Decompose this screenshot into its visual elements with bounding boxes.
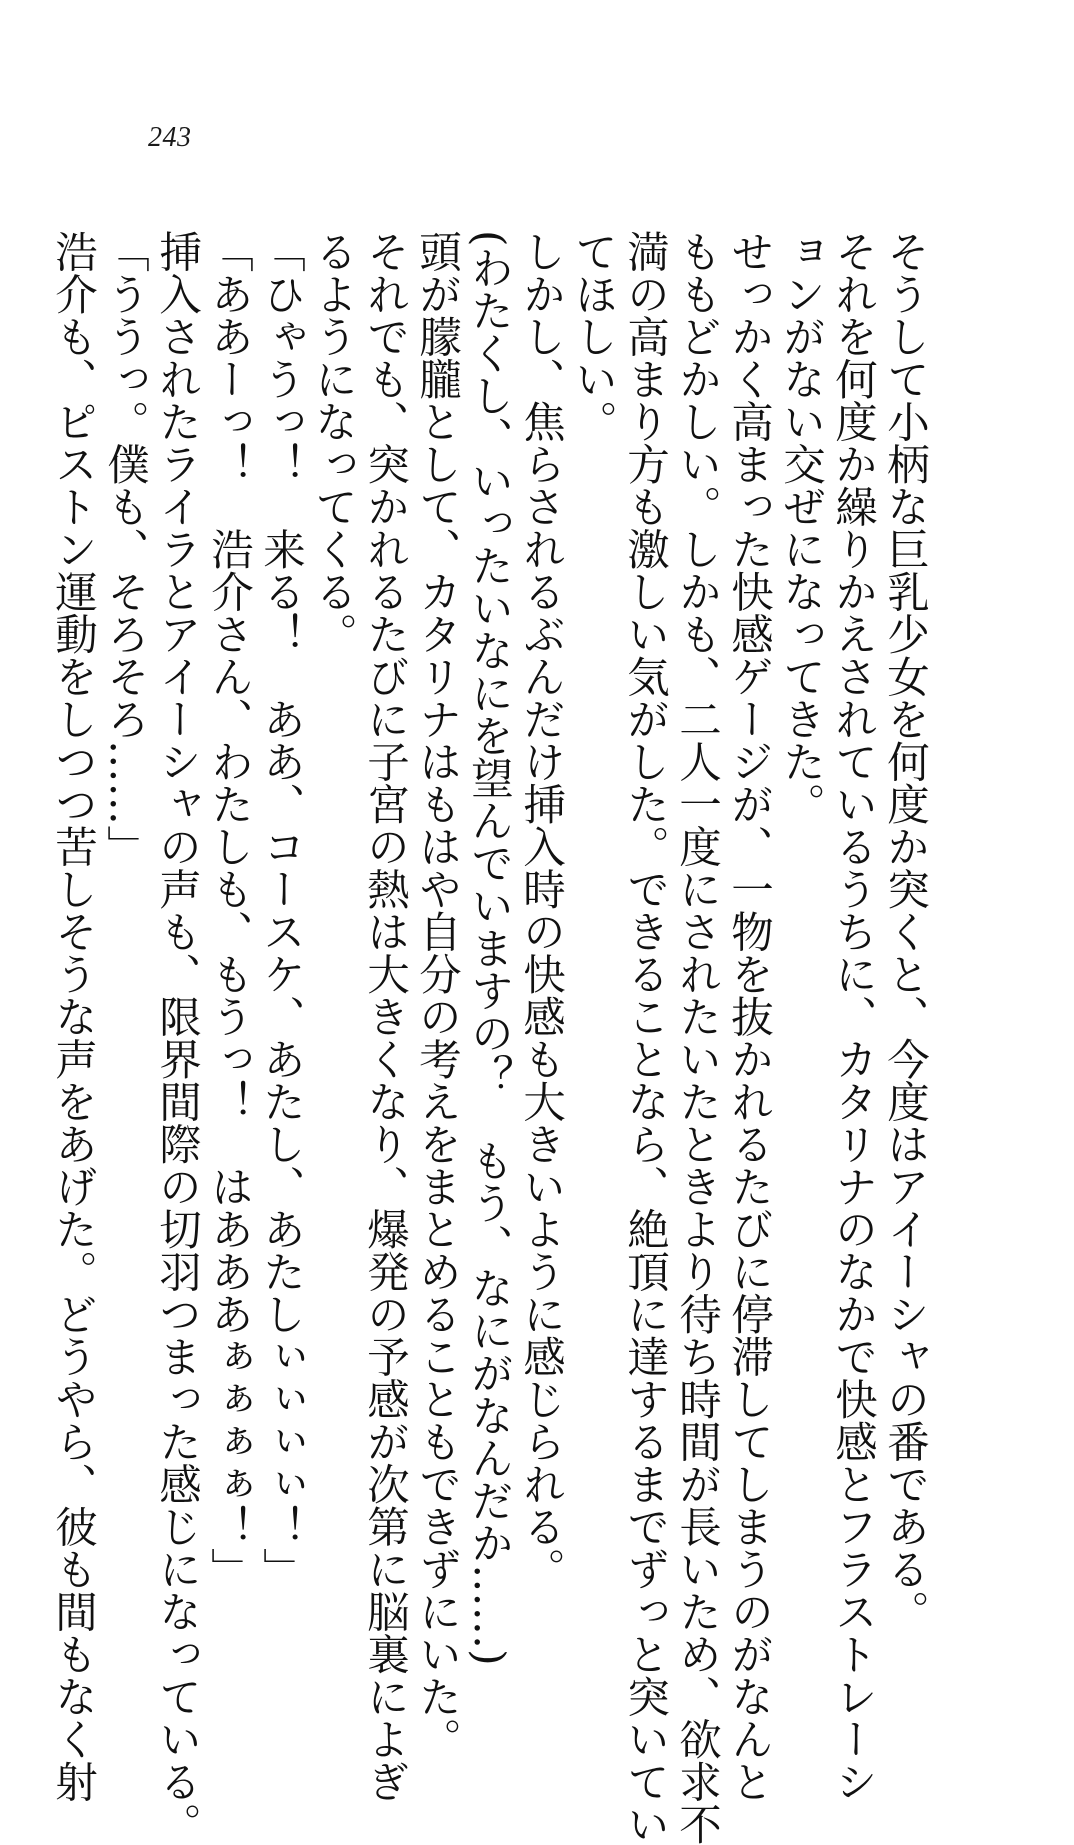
text-line: それでも、突かれるたびに子宮の熱は大きくなり、爆発の予感が次第に脳裏によぎ <box>360 230 409 1803</box>
text-line: せっかく高まった快感ゲージが、一物を抜かれるたびに停滞してしまうのがなんと <box>724 230 773 1803</box>
text-line: しかし、焦らされるぶんだけ挿入時の快感も大きいように感じられる。 <box>516 230 565 1590</box>
text-line: それを何度か繰りかえされているうちに、カタリナのなかで快感とフラストレーシ <box>828 230 877 1803</box>
text-line: ももどかしい。しかも、二人一度にされたいたときより待ち時間が長いため、欲求不 <box>672 230 721 1845</box>
text-line: 「ひゃうっ！ 来る！ ああ、コースケ、あたし、あたしぃぃぃぃ！」 <box>256 230 305 1590</box>
text-line: 満の高まり方も激しい気がした。できることなら、絶頂に達するまでずっと突いてい <box>620 230 669 1845</box>
page-number: 243 <box>148 122 192 153</box>
text-line: 頭が朦朧として、カタリナはもはや自分の考えをまとめることもできずにいた。 <box>412 230 461 1760</box>
text-line: ョンがない交ぜになってきた。 <box>776 230 825 825</box>
text-line: 「ああーっ！ 浩介さん、わたしも、もうっ！ はあああぁぁぁぁ！」 <box>204 230 253 1590</box>
body-text <box>0 230 1074 1845</box>
text-line: 挿入されたライラとアイーシャの声も、限界間際の切羽つまった感じになっている。 <box>152 230 201 1845</box>
text-line: てほしい。 <box>568 230 617 443</box>
text-line: るようになってくる。 <box>308 230 357 655</box>
text-line: 「ううっ。僕も、そろそろ……」 <box>100 230 149 868</box>
text-line: そうして小柄な巨乳少女を何度か突くと、今度はアイーシャの番である。 <box>880 230 929 1633</box>
text-line: (わたくし、いったいなにを望んでいますの？ もう、なにがなんだか……) <box>464 230 513 1666</box>
text-line: 浩介も、ピストン運動をしつつ苦しそうな声をあげた。どうやら、彼も間もなく射 <box>48 230 97 1803</box>
